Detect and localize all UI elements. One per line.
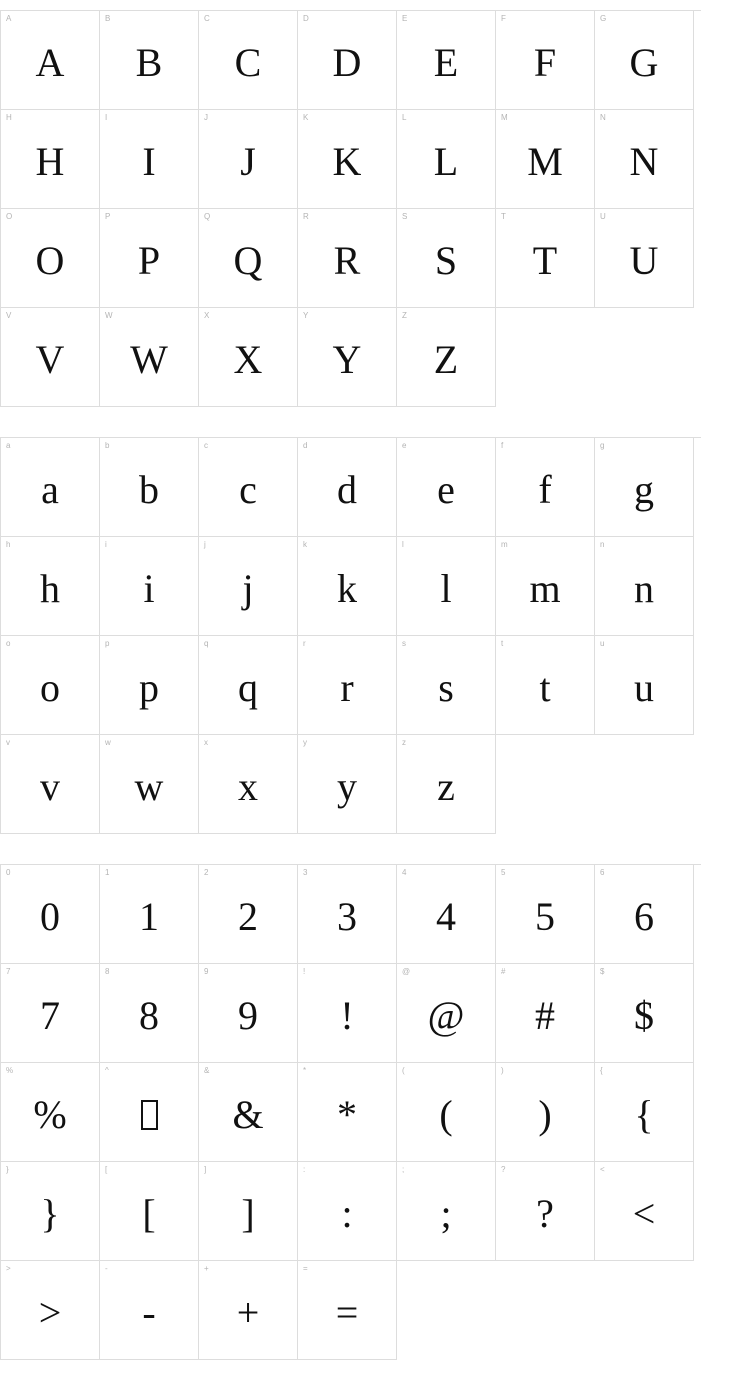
glyph-cell[interactable] xyxy=(199,865,298,964)
glyph-cell[interactable] xyxy=(298,537,397,636)
glyph-character: t xyxy=(539,665,551,710)
glyph-code-label: 5 xyxy=(501,868,506,877)
glyph-code-label: v xyxy=(6,738,10,747)
glyph-code-label: n xyxy=(600,540,605,549)
glyph-cell[interactable] xyxy=(199,735,298,834)
glyph-cell[interactable] xyxy=(397,865,496,964)
glyph-character: ? xyxy=(536,1191,554,1236)
glyph-character: < xyxy=(632,1191,656,1236)
glyph-cell[interactable] xyxy=(100,110,199,209)
glyph-character: [ xyxy=(142,1191,156,1236)
glyph-code-label: I xyxy=(105,113,108,122)
glyph-character: I xyxy=(142,139,156,184)
glyph-character: $ xyxy=(634,993,654,1038)
glyph-code-label: 1 xyxy=(105,868,110,877)
glyph-character: y xyxy=(337,764,357,809)
glyph-code-label: & xyxy=(204,1066,210,1075)
glyph-cell[interactable] xyxy=(199,1063,298,1162)
glyph-cell[interactable] xyxy=(298,1063,397,1162)
glyph-code-label: z xyxy=(402,738,406,747)
glyph-character: C xyxy=(234,40,262,85)
glyph-code-label: N xyxy=(600,113,606,122)
glyph-code-label: O xyxy=(6,212,13,221)
glyph-cell[interactable] xyxy=(595,636,694,735)
glyph-cell[interactable] xyxy=(100,865,199,964)
glyph-character: ( xyxy=(439,1092,453,1137)
glyph-code-label: F xyxy=(501,14,506,23)
glyph-character: > xyxy=(38,1290,62,1335)
glyph-code-label: C xyxy=(204,14,210,23)
glyph-cell[interactable] xyxy=(397,438,496,537)
glyph-code-label: ? xyxy=(501,1165,506,1174)
glyph-cell[interactable] xyxy=(1,438,100,537)
glyph-character: L xyxy=(433,139,459,184)
glyph-character: ) xyxy=(538,1092,552,1137)
glyph-character: Z xyxy=(433,337,459,382)
glyph-cell[interactable] xyxy=(595,209,694,308)
glyph-cell[interactable] xyxy=(199,308,298,407)
glyph-code-label: X xyxy=(204,311,210,320)
glyph-character: # xyxy=(535,993,555,1038)
glyph-character: U xyxy=(629,238,659,283)
glyph-cell[interactable] xyxy=(298,865,397,964)
glyph-cell[interactable] xyxy=(100,11,199,110)
glyph-character: F xyxy=(533,40,557,85)
glyph-cell[interactable] xyxy=(496,636,595,735)
glyph-code-label: w xyxy=(105,738,111,747)
glyph-cell[interactable] xyxy=(1,865,100,964)
glyph-character: n xyxy=(634,566,654,611)
glyph-cell[interactable] xyxy=(496,1162,595,1261)
glyph-cell[interactable] xyxy=(1,1261,100,1360)
glyph-character: + xyxy=(236,1290,260,1335)
glyph-cell[interactable] xyxy=(496,964,595,1063)
glyph-code-label: c xyxy=(204,441,208,450)
glyph-character: N xyxy=(629,139,659,184)
glyph-cell[interactable] xyxy=(100,537,199,636)
glyph-code-label: L xyxy=(402,113,407,122)
glyph-cell[interactable] xyxy=(595,1162,694,1261)
glyph-character: u xyxy=(634,665,654,710)
glyph-cell[interactable] xyxy=(595,1063,694,1162)
glyph-cell[interactable] xyxy=(397,110,496,209)
glyph-character: p xyxy=(139,665,159,710)
glyph-code-label: + xyxy=(204,1264,209,1273)
glyph-cell[interactable] xyxy=(100,1261,199,1360)
glyph-cell[interactable] xyxy=(100,438,199,537)
glyph-code-label: G xyxy=(600,14,607,23)
glyph-cell[interactable] xyxy=(199,438,298,537)
block-spacer xyxy=(0,407,700,437)
glyph-character: X xyxy=(233,337,263,382)
glyph-cell[interactable] xyxy=(397,308,496,407)
glyph-cell[interactable] xyxy=(298,110,397,209)
glyph-code-label: V xyxy=(6,311,12,320)
glyph-cell[interactable] xyxy=(1,11,100,110)
glyph-cell[interactable] xyxy=(298,636,397,735)
glyph-cell[interactable] xyxy=(496,1063,595,1162)
glyph-code-label: - xyxy=(105,1264,108,1273)
glyph-code-label: T xyxy=(501,212,506,221)
glyph-cell[interactable] xyxy=(100,1162,199,1261)
glyph-code-label: # xyxy=(501,967,506,976)
glyph-cell[interactable] xyxy=(397,11,496,110)
glyph-code-label: = xyxy=(303,1264,308,1273)
glyph-character: % xyxy=(33,1092,67,1137)
glyph-cell[interactable] xyxy=(496,865,595,964)
glyph-character: o xyxy=(40,665,60,710)
glyph-cell[interactable] xyxy=(1,964,100,1063)
glyph-code-label: u xyxy=(600,639,605,648)
glyph-code-label: o xyxy=(6,639,11,648)
glyph-cell[interactable] xyxy=(100,636,199,735)
glyph-character: B xyxy=(135,40,163,85)
glyph-code-label: 9 xyxy=(204,967,209,976)
glyph-cell[interactable] xyxy=(1,1162,100,1261)
glyph-character: } xyxy=(40,1191,60,1236)
glyph-character: & xyxy=(232,1092,264,1137)
glyph-cell[interactable] xyxy=(298,735,397,834)
glyph-character: { xyxy=(634,1092,654,1137)
glyph-cell[interactable] xyxy=(298,308,397,407)
glyph-code-label: [ xyxy=(105,1165,108,1174)
glyph-cell[interactable] xyxy=(199,636,298,735)
glyph-character: w xyxy=(134,764,164,809)
uppercase-letters-grid xyxy=(0,10,701,407)
glyph-code-label: t xyxy=(501,639,504,648)
glyph-character: M xyxy=(527,139,563,184)
glyph-character: k xyxy=(337,566,357,611)
glyph-cell[interactable] xyxy=(397,1063,496,1162)
glyph-code-label: A xyxy=(6,14,12,23)
glyph-character: V xyxy=(35,337,65,382)
glyph-cell[interactable] xyxy=(397,209,496,308)
glyph-cell[interactable] xyxy=(595,537,694,636)
glyph-code-label: r xyxy=(303,639,306,648)
glyph-character: l xyxy=(440,566,452,611)
glyph-cell[interactable] xyxy=(595,438,694,537)
glyph-cell[interactable] xyxy=(397,537,496,636)
glyph-cell[interactable] xyxy=(100,964,199,1063)
glyph-code-label: ^ xyxy=(105,1066,109,1075)
glyph-code-label: < xyxy=(600,1165,605,1174)
glyph-cell[interactable] xyxy=(595,865,694,964)
glyph-cell[interactable] xyxy=(298,438,397,537)
digits-and-symbols-grid xyxy=(0,864,701,1360)
glyph-cell[interactable] xyxy=(1,735,100,834)
glyph-cell[interactable] xyxy=(199,110,298,209)
glyph-cell[interactable] xyxy=(298,1162,397,1261)
glyph-code-label: i xyxy=(105,540,107,549)
glyph-code-label: D xyxy=(303,14,309,23)
glyph-code-label: Z xyxy=(402,311,407,320)
glyph-character: g xyxy=(634,467,654,512)
glyph-code-label: k xyxy=(303,540,307,549)
glyph-cell[interactable] xyxy=(496,537,595,636)
glyph-code-label: B xyxy=(105,14,111,23)
glyph-character: i xyxy=(143,566,155,611)
glyph-character: 6 xyxy=(634,894,654,939)
lowercase-letters-grid xyxy=(0,437,701,834)
glyph-code-label: K xyxy=(303,113,309,122)
glyph-code-label: % xyxy=(6,1066,14,1075)
glyph-cell[interactable] xyxy=(298,1261,397,1360)
glyph-cell[interactable] xyxy=(1,537,100,636)
glyph-code-label: x xyxy=(204,738,208,747)
glyph-character: P xyxy=(137,238,161,283)
glyph-cell[interactable] xyxy=(496,110,595,209)
glyph-code-label: j xyxy=(204,540,206,549)
glyph-character: b xyxy=(139,467,159,512)
glyph-code-label: f xyxy=(501,441,504,450)
glyph-code-label: * xyxy=(303,1066,307,1075)
glyph-character: e xyxy=(437,467,455,512)
glyph-character: 2 xyxy=(238,894,258,939)
glyph-character: @ xyxy=(427,993,465,1038)
glyph-code-label: H xyxy=(6,113,12,122)
glyph-cell[interactable] xyxy=(595,11,694,110)
glyph-code-label: q xyxy=(204,639,209,648)
glyph-cell[interactable] xyxy=(199,537,298,636)
glyph-character: W xyxy=(130,337,168,382)
glyph-cell[interactable] xyxy=(1,209,100,308)
glyph-code-label: : xyxy=(303,1165,306,1174)
glyph-code-label: 2 xyxy=(204,868,209,877)
glyph-character: s xyxy=(438,665,454,710)
glyph-cell[interactable] xyxy=(100,1063,199,1162)
glyph-cell[interactable] xyxy=(496,209,595,308)
glyph-code-label: ] xyxy=(204,1165,207,1174)
glyph-character: c xyxy=(239,467,257,512)
glyph-character: R xyxy=(333,238,361,283)
glyph-code-label: 6 xyxy=(600,868,605,877)
notdef-box-icon xyxy=(141,1100,158,1130)
glyph-character: - xyxy=(142,1290,156,1335)
glyph-character: ; xyxy=(440,1191,452,1236)
glyph-code-label: @ xyxy=(402,967,411,976)
glyph-character: 9 xyxy=(238,993,258,1038)
glyph-cell[interactable] xyxy=(595,110,694,209)
glyph-code-label: ; xyxy=(402,1165,405,1174)
notdef-glyph xyxy=(100,1063,198,1161)
glyph-character: z xyxy=(437,764,455,809)
block-spacer xyxy=(0,834,700,864)
glyph-code-label: U xyxy=(600,212,606,221)
glyph-character: m xyxy=(529,566,561,611)
glyph-character: Q xyxy=(233,238,263,283)
glyph-cell[interactable] xyxy=(397,735,496,834)
glyph-code-label: e xyxy=(402,441,407,450)
glyph-character: 4 xyxy=(436,894,456,939)
glyph-code-label: ) xyxy=(501,1066,504,1075)
glyph-cell[interactable] xyxy=(100,308,199,407)
glyph-code-label: ( xyxy=(402,1066,405,1075)
glyph-character: A xyxy=(35,40,65,85)
glyph-character: v xyxy=(40,764,60,809)
glyph-code-label: y xyxy=(303,738,307,747)
glyph-cell[interactable] xyxy=(199,209,298,308)
glyph-character: 8 xyxy=(139,993,159,1038)
glyph-cell[interactable] xyxy=(1,1063,100,1162)
glyph-character: x xyxy=(238,764,258,809)
glyph-code-label: g xyxy=(600,441,605,450)
glyph-character: 3 xyxy=(337,894,357,939)
glyph-character: H xyxy=(35,139,65,184)
glyph-code-label: > xyxy=(6,1264,11,1273)
glyph-cell[interactable] xyxy=(1,110,100,209)
glyph-character: q xyxy=(238,665,258,710)
glyph-character: T xyxy=(532,238,558,283)
glyph-code-label: p xyxy=(105,639,110,648)
glyph-character: O xyxy=(35,238,65,283)
glyph-character: S xyxy=(434,238,458,283)
glyph-character: j xyxy=(242,566,254,611)
glyph-character: f xyxy=(538,467,552,512)
glyph-code-label: b xyxy=(105,441,110,450)
glyph-code-label: 7 xyxy=(6,967,11,976)
glyph-character: 5 xyxy=(535,894,555,939)
glyph-cell[interactable] xyxy=(397,964,496,1063)
glyph-cell[interactable] xyxy=(1,308,100,407)
glyph-cell[interactable] xyxy=(595,964,694,1063)
glyph-code-label: s xyxy=(402,639,406,648)
glyph-character: K xyxy=(332,139,362,184)
glyph-character: E xyxy=(433,40,459,85)
glyph-character: d xyxy=(337,467,357,512)
glyph-code-label: } xyxy=(6,1165,9,1174)
glyph-character: = xyxy=(335,1290,359,1335)
glyph-character: ] xyxy=(241,1191,255,1236)
glyph-character: Y xyxy=(332,337,362,382)
glyph-cell[interactable] xyxy=(298,11,397,110)
glyph-character: 1 xyxy=(139,894,159,939)
glyph-character: a xyxy=(41,467,59,512)
glyph-code-label: d xyxy=(303,441,308,450)
glyph-code-label: J xyxy=(204,113,208,122)
glyph-cell[interactable] xyxy=(199,11,298,110)
glyph-code-label: S xyxy=(402,212,408,221)
glyph-code-label: m xyxy=(501,540,508,549)
glyph-code-label: l xyxy=(402,540,404,549)
glyph-cell[interactable] xyxy=(496,438,595,537)
glyph-cell[interactable] xyxy=(100,735,199,834)
glyph-character: h xyxy=(40,566,60,611)
glyph-code-label: { xyxy=(600,1066,603,1075)
glyph-code-label: E xyxy=(402,14,408,23)
glyph-character: J xyxy=(240,139,256,184)
top-spacer xyxy=(0,0,700,10)
glyph-code-label: 4 xyxy=(402,868,407,877)
glyph-code-label: M xyxy=(501,113,508,122)
glyph-code-label: a xyxy=(6,441,11,450)
glyph-cell[interactable] xyxy=(199,964,298,1063)
glyph-code-label: P xyxy=(105,212,111,221)
glyph-cell[interactable] xyxy=(496,11,595,110)
glyph-cell[interactable] xyxy=(298,964,397,1063)
glyph-code-label: W xyxy=(105,311,113,320)
glyph-character: D xyxy=(332,40,362,85)
glyph-cell[interactable] xyxy=(199,1261,298,1360)
glyph-character: r xyxy=(340,665,354,710)
glyph-cell[interactable] xyxy=(100,209,199,308)
glyph-code-label: 3 xyxy=(303,868,308,877)
glyph-character: ! xyxy=(340,993,354,1038)
glyph-code-label: h xyxy=(6,540,11,549)
glyph-character: G xyxy=(629,40,659,85)
glyph-code-label: Y xyxy=(303,311,309,320)
glyph-character: * xyxy=(337,1092,357,1137)
glyph-character: : xyxy=(341,1191,353,1236)
glyph-cell[interactable] xyxy=(397,1162,496,1261)
glyph-cell[interactable] xyxy=(199,1162,298,1261)
glyph-character: 7 xyxy=(40,993,60,1038)
glyph-code-label: 0 xyxy=(6,868,11,877)
glyph-code-label: ! xyxy=(303,967,306,976)
glyph-character: 0 xyxy=(40,894,60,939)
glyph-cell[interactable] xyxy=(298,209,397,308)
glyph-cell[interactable] xyxy=(397,636,496,735)
glyph-code-label: 8 xyxy=(105,967,110,976)
glyph-cell[interactable] xyxy=(1,636,100,735)
glyph-code-label: $ xyxy=(600,967,605,976)
glyph-code-label: Q xyxy=(204,212,211,221)
glyph-code-label: R xyxy=(303,212,309,221)
